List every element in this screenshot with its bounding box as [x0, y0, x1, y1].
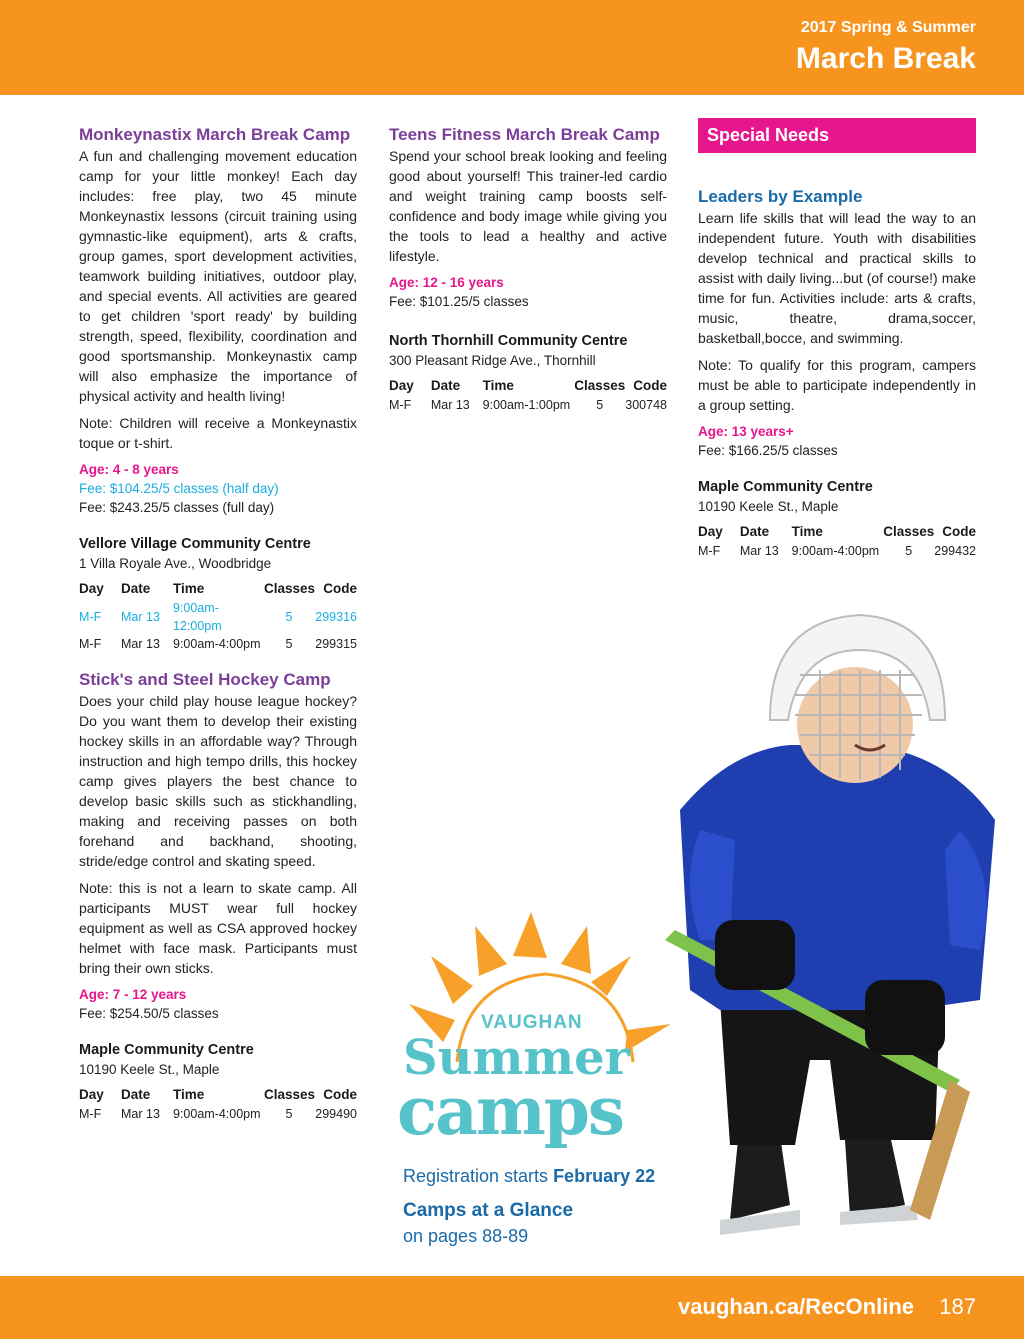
location-name: North Thornhill Community Centre [389, 333, 628, 349]
schedule-header-row [79, 579, 357, 599]
cell-day: M-F [79, 610, 102, 624]
column-right [698, 124, 976, 560]
footer-website-prefix: vaughan.ca/ [678, 1294, 806, 1319]
table-row [389, 396, 667, 414]
cell-code: 299432 [934, 544, 976, 558]
column-middle [389, 124, 667, 414]
cell-classes: 5 [285, 610, 293, 624]
header-section-title: March Break [795, 42, 976, 75]
promo-camps-at-a-glance: Camps at a Glance [403, 1200, 574, 1221]
location-name: Maple Community Centre [79, 1042, 254, 1058]
column-left [79, 124, 357, 1123]
promo-registration [403, 1166, 655, 1187]
col-classes: Classes [263, 1087, 315, 1102]
cell-date: Mar 13 [121, 1107, 160, 1121]
program-title-leaders: Leaders by Example [698, 187, 863, 206]
special-needs-label: Special Needs [707, 125, 830, 145]
promo-vaughan: VAUGHAN [481, 1012, 583, 1033]
col-classes: Classes [883, 524, 935, 539]
program-description: Spend your school break looking and feeling good about yourself! This trainer-led cardio and weight training camp boosts self-confidence and body image while giving you the tools to lead a healthy and active lifestyle. [389, 148, 667, 264]
col-time: Time [173, 1087, 205, 1102]
summer-camps-promo [395, 912, 685, 1252]
col-time: Time [173, 581, 205, 596]
schedule-header-row [389, 376, 667, 396]
promo-camps: camps [397, 1072, 624, 1150]
program-title-hockey: Stick's and Steel Hockey Camp [79, 670, 331, 689]
cell-time: 9:00am-4:00pm [173, 637, 261, 651]
promo-pages: on pages 88-89 [403, 1226, 529, 1246]
cell-code: 300748 [625, 398, 667, 412]
cell-day: M-F [79, 1107, 102, 1121]
program-age: Age: 13 years+ [698, 424, 794, 439]
cell-day: M-F [79, 637, 102, 651]
cell-code: 299490 [315, 1107, 357, 1121]
location-name: Maple Community Centre [698, 479, 873, 495]
footer-website[interactable] [678, 1294, 914, 1320]
location-address: 10190 Keele St., Maple [79, 1062, 220, 1077]
cell-time: 9:00am-12:00pm [173, 601, 222, 633]
promo-summer: Summer [403, 1030, 630, 1086]
page-header [0, 0, 1024, 95]
schedule-header-row [79, 1085, 357, 1105]
program-note: Note: this is not a learn to skate camp. All participants MUST wear full hockey equipment as well as CSA approved hockey helmet with face mask. Participants must bring their own sticks. [79, 880, 357, 976]
promo-registration-date: February 22 [553, 1166, 656, 1186]
cell-date: Mar 13 [121, 610, 160, 624]
program-fee: Fee: $101.25/5 classes [389, 294, 529, 309]
col-classes: Classes [574, 378, 626, 393]
program-title-monkeynastix: Monkeynastix March Break Camp [79, 125, 351, 144]
col-day: Day [79, 1087, 104, 1102]
col-date: Date [430, 378, 461, 393]
program-description: Learn life skills that will lead the way to an independent future. Youth with disabilities develop technical and practical skills to assist with daily living...but (of course!) make time for fun. Activities include: arts & crafts, music, theatre, drama,soccer, basketball,bocce, and swimming. [698, 210, 976, 346]
program-note: Note: To qualify for this program, campers must be able to participate independently in a group setting. [698, 357, 976, 413]
program-title-teens-fitness: Teens Fitness March Break Camp [389, 125, 660, 144]
cell-classes: 5 [905, 544, 913, 558]
table-row [79, 1105, 357, 1123]
col-code: Code [633, 378, 667, 393]
cell-date: Mar 13 [739, 544, 779, 558]
program-fee-full-day: Fee: $243.25/5 classes (full day) [79, 500, 275, 515]
program-fee-half-day: Fee: $104.25/5 classes (half day) [79, 481, 279, 496]
cell-day: M-F [698, 544, 721, 558]
schedule-header-row [698, 522, 976, 542]
program-age: Age: 4 - 8 years [79, 462, 179, 477]
schedule-table [698, 522, 976, 560]
table-row [79, 635, 357, 653]
promo-registration-prefix: Registration starts [403, 1166, 554, 1186]
schedule-table [389, 376, 667, 414]
col-time: Time [791, 524, 823, 539]
schedule-table [79, 579, 357, 653]
col-day: Day [389, 378, 414, 393]
location-name: Vellore Village Community Centre [79, 536, 311, 552]
cell-time: 9:00am-1:00pm [482, 398, 571, 412]
cell-time: 9:00am-4:00pm [791, 544, 880, 558]
cell-classes: 5 [285, 1107, 293, 1121]
col-code: Code [323, 581, 357, 596]
table-row [698, 542, 976, 560]
cell-date: Mar 13 [430, 398, 470, 412]
col-code: Code [323, 1087, 357, 1102]
program-age: Age: 12 - 16 years [389, 275, 504, 290]
cell-day: M-F [389, 398, 412, 412]
col-date: Date [739, 524, 770, 539]
program-age: Age: 7 - 12 years [79, 987, 187, 1002]
location-address: 10190 Keele St., Maple [698, 499, 839, 514]
col-classes: Classes [263, 581, 315, 596]
schedule-table [79, 1085, 357, 1123]
col-day: Day [698, 524, 723, 539]
col-date: Date [121, 581, 151, 596]
cell-classes: 5 [285, 637, 293, 651]
program-note: Note: Children will receive a Monkeynastix toque or t-shirt. [79, 415, 357, 451]
header-season: 2017 Spring & Summer [800, 19, 976, 36]
location-address: 1 Villa Royale Ave., Woodbridge [79, 556, 272, 571]
cell-code: 299315 [315, 637, 357, 651]
col-day: Day [79, 581, 104, 596]
cell-time: 9:00am-4:00pm [173, 1107, 261, 1121]
page-footer [0, 1276, 1024, 1339]
col-code: Code [942, 524, 976, 539]
program-description: A fun and challenging movement education camp for your little monkey! Each day includes: free play, two 45 minute Monkeynastix lessons (circuit training using gymnastic-like equipment), arts & crafts, group games, sport development activities, teamwork building initiatives, outdoor play, and special events. All activities are geared to get children 'sport ready' by building strength, speed, flexibility, coordination and good sportsmanship. Monkeynastix camp will also emphasize the importance of physical activity and health living! [79, 148, 357, 404]
location-address: 300 Pleasant Ridge Ave., Thornhill [389, 353, 596, 368]
hockey-player-photo [660, 580, 1024, 1256]
col-date: Date [121, 1087, 151, 1102]
program-description: Does your child play house league hockey? Do you want them to develop their existing hockey skills in an affordable way? Through instruction and high tempo drills, this hockey camp gives players the best chance to develop basic skills such as stickhandling, making and receiving passes on both forehand and backhand, shooting, stride/edge control and skating speed. [79, 693, 357, 869]
program-fee: Fee: $254.50/5 classes [79, 1006, 219, 1021]
cell-classes: 5 [596, 398, 604, 412]
table-row [79, 599, 357, 635]
footer-website-bold: RecOnline [805, 1294, 914, 1319]
cell-code: 299316 [315, 610, 357, 624]
col-time: Time [482, 378, 514, 393]
program-fee: Fee: $166.25/5 classes [698, 443, 838, 458]
cell-date: Mar 13 [121, 637, 160, 651]
page-number: 187 [939, 1294, 976, 1319]
